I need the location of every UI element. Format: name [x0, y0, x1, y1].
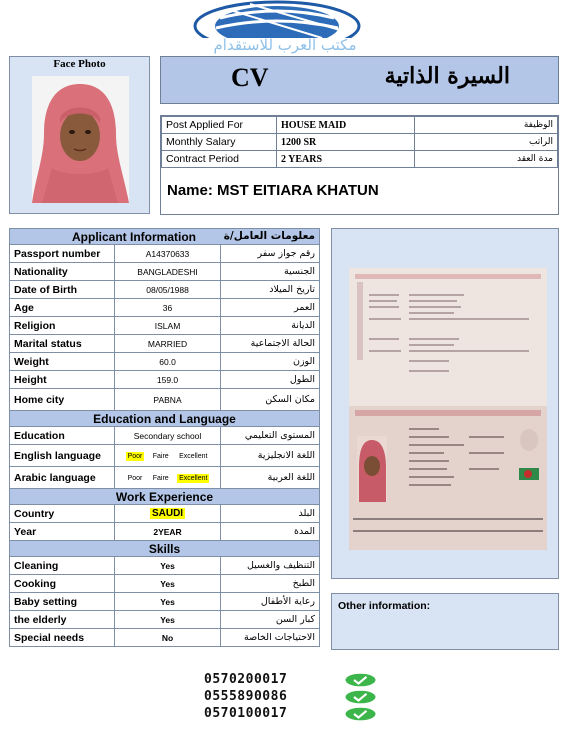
row-label-arabic: تاريخ الميلاد [221, 281, 320, 299]
row-label-arabic: المستوى التعليمي [221, 427, 320, 445]
religion-value: ISLAM [114, 317, 221, 335]
row-label: Marital status [10, 335, 115, 353]
table-row [10, 317, 320, 335]
row-label: Height [10, 371, 115, 389]
skill-value: Yes [114, 557, 221, 575]
phone-number[interactable]: 0570200017 [204, 672, 288, 687]
row-label: Home city [10, 389, 115, 411]
row-label-arabic: الطول [221, 371, 320, 389]
cv-title-latin: CV [231, 63, 269, 92]
skill-value: Yes [114, 593, 221, 611]
arabic-level [114, 467, 221, 489]
table-row [10, 299, 320, 317]
row-label: Nationality [10, 263, 115, 281]
applicant-name: Name: MST EITIARA KHATUN [167, 182, 379, 199]
post-details-table [161, 116, 558, 168]
table-row [10, 263, 320, 281]
whatsapp-icon[interactable] [344, 673, 377, 687]
level-option: Excellent [179, 475, 208, 482]
row-label: Arabic language [10, 467, 115, 489]
post-label-arabic: الوظيفة [415, 117, 558, 134]
row-label: Education [10, 427, 115, 445]
contract-value: 2 YEARS [277, 151, 415, 168]
cv-title-arabic: السيرة الذاتية [384, 63, 510, 89]
phone-number[interactable]: 0570100017 [204, 706, 288, 721]
row-label: Passport number [10, 245, 115, 263]
experience-title: Work Experience [10, 489, 320, 505]
row-label: the elderly [10, 611, 115, 629]
salary-value: 1200 SR [277, 134, 415, 151]
skill-value: No [114, 629, 221, 647]
level-option: Poor [127, 453, 143, 460]
row-label: Baby setting [10, 593, 115, 611]
education-value: Secondary school [114, 427, 221, 445]
level-option: Poor [127, 475, 143, 482]
row-label-arabic: اللغة الانجليزية [221, 445, 320, 467]
row-label: Date of Birth [10, 281, 115, 299]
education-title: Education and Language [10, 411, 320, 427]
phone-row [204, 672, 384, 689]
post-label: Post Applied For [162, 117, 277, 134]
contract-label: Contract Period [162, 151, 277, 168]
level-option: Faire [152, 453, 169, 460]
post-value: HOUSE MAID [277, 117, 415, 134]
skill-value: Yes [114, 611, 221, 629]
row-label-arabic: رقم جواز سفر [221, 245, 320, 263]
row-label: Cooking [10, 575, 115, 593]
salary-label: Monthly Salary [162, 134, 277, 151]
education-header [10, 411, 320, 427]
row-label-arabic: مكان السكن [221, 389, 320, 411]
logo-text: مكتب العرب للاستقدام [213, 36, 357, 54]
row-label: Cleaning [10, 557, 115, 575]
row-label-arabic: الديانة [221, 317, 320, 335]
row-label-arabic: الجنسية [221, 263, 320, 281]
row-label-arabic: الاحتياجات الخاصة [221, 629, 320, 647]
table-row [10, 353, 320, 371]
table-row [10, 593, 320, 611]
level-option: Excellent [179, 453, 208, 460]
contract-label-arabic: مدة العقد [415, 151, 558, 168]
home-city-value: PABNA [114, 389, 221, 411]
whatsapp-icon[interactable] [344, 690, 377, 704]
other-information-panel [331, 593, 559, 650]
skill-value: Yes [114, 575, 221, 593]
table-row [10, 281, 320, 299]
table-row [10, 389, 320, 411]
passport-number-value: A14370633 [114, 245, 221, 263]
table-row [10, 505, 320, 523]
table-row [10, 427, 320, 445]
row-label-arabic: التنظيف والغسيل [221, 557, 320, 575]
row-label-arabic: رعاية الأطفال [221, 593, 320, 611]
face-photo-panel [9, 56, 150, 214]
row-label: Country [10, 505, 115, 523]
phone-list [204, 672, 384, 723]
nationality-value: BANGLADESHI [114, 263, 221, 281]
row-label: Special needs [10, 629, 115, 647]
cv-title-bar [160, 56, 559, 104]
salary-row [162, 134, 558, 151]
table-row [10, 629, 320, 647]
table-row [10, 557, 320, 575]
english-level [114, 445, 221, 467]
company-logo [75, 0, 495, 56]
country-value: SAUDI [151, 508, 184, 519]
phone-row [204, 706, 384, 723]
experience-header [10, 489, 320, 505]
row-label-arabic: كبار السن [221, 611, 320, 629]
salary-label-arabic: الراتب [415, 134, 558, 151]
row-label-arabic: العمر [221, 299, 320, 317]
applicant-info-header [10, 229, 320, 245]
row-label-arabic: المدة [221, 523, 320, 541]
row-label-arabic: البلد [221, 505, 320, 523]
height-value: 159.0 [114, 371, 221, 389]
table-row [10, 335, 320, 353]
skills-header [10, 541, 320, 557]
row-label: Year [10, 523, 115, 541]
applicant-info-title-arabic: معلومات العامل/ة [223, 229, 315, 242]
passport-scan-image [349, 268, 547, 550]
age-value: 36 [114, 299, 221, 317]
phone-number[interactable]: 0555890086 [204, 689, 288, 704]
applicant-info-table [9, 228, 320, 647]
row-label: Age [10, 299, 115, 317]
other-information-label: Other information: [338, 600, 431, 612]
weight-value: 60.0 [114, 353, 221, 371]
table-row [10, 371, 320, 389]
table-row [10, 445, 320, 467]
row-label-arabic: الوزن [221, 353, 320, 371]
row-label-arabic: اللغة العربية [221, 467, 320, 489]
year-value: 2YEAR [114, 523, 221, 541]
passport-scan-panel [331, 228, 559, 579]
applicant-info-title: Applicant Information [72, 229, 196, 244]
marital-status-value: MARRIED [114, 335, 221, 353]
table-row [10, 245, 320, 263]
table-row [10, 523, 320, 541]
row-label: Weight [10, 353, 115, 371]
face-photo-label: Face Photo [53, 58, 106, 70]
face-photo [32, 76, 129, 203]
post-details-panel [160, 115, 559, 215]
level-option: Faire [152, 475, 169, 482]
globe-logo-icon [190, 0, 365, 38]
phone-row [204, 689, 384, 706]
post-row [162, 117, 558, 134]
row-label: Religion [10, 317, 115, 335]
whatsapp-icon[interactable] [344, 707, 377, 721]
table-row [10, 611, 320, 629]
row-label: English language [10, 445, 115, 467]
contract-row [162, 151, 558, 168]
table-row [10, 467, 320, 489]
row-label-arabic: الطبخ [221, 575, 320, 593]
person-photo-icon [32, 76, 129, 203]
row-label-arabic: الحالة الاجتماعية [221, 335, 320, 353]
dob-value: 08/05/1988 [114, 281, 221, 299]
skills-title: Skills [10, 541, 320, 557]
table-row [10, 575, 320, 593]
